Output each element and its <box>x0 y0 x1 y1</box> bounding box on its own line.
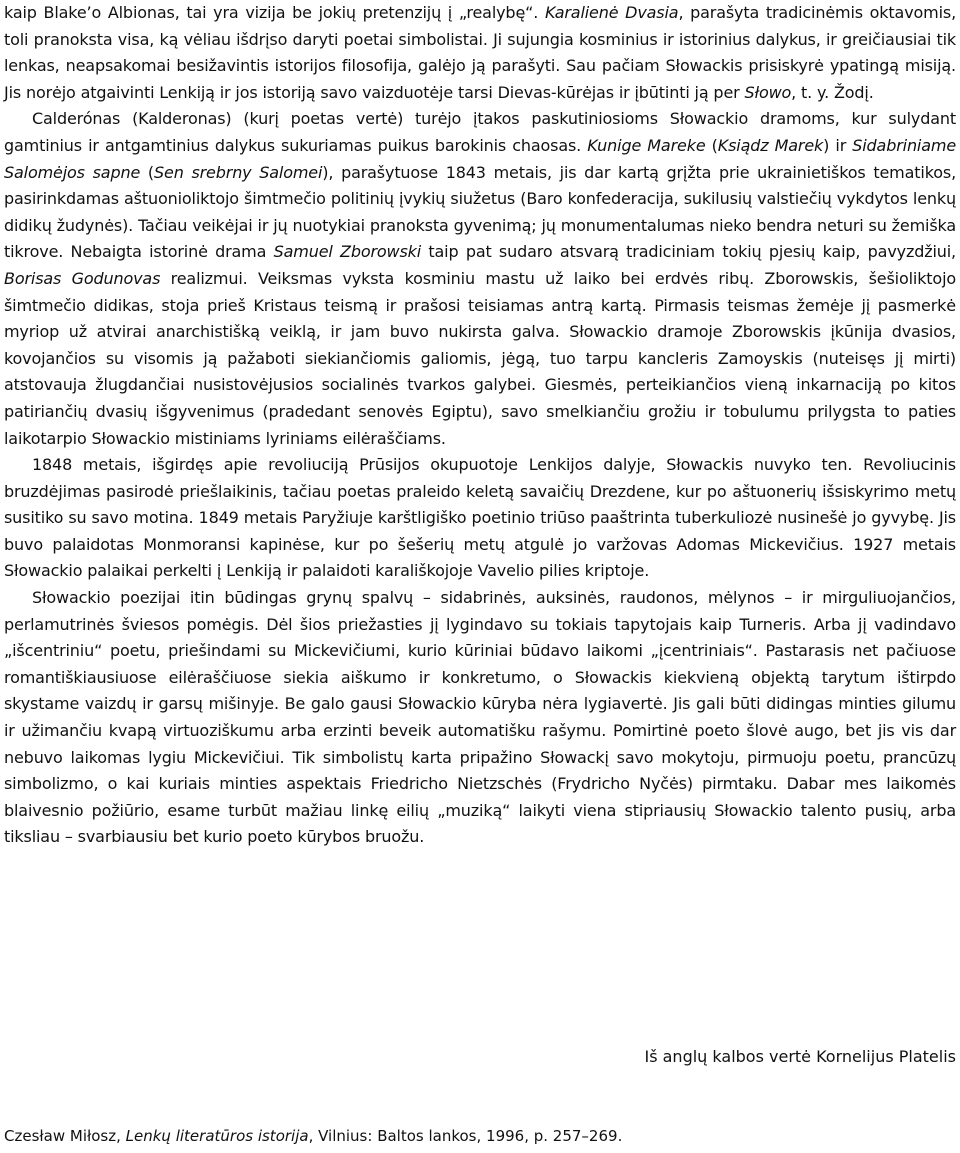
paragraph-text: kaip Blake’o Albionas, tai yra vizija be jokių pretenzijų į „realybę“. <box>4 3 545 22</box>
citation-author: Czesław Miłosz, <box>4 1127 126 1145</box>
paragraph-text: ) ir <box>823 135 853 155</box>
italic-title-text: Sen srebrny Salomei <box>154 162 323 182</box>
paragraph-2 <box>4 106 956 452</box>
italic-title-text: Słowo <box>744 82 792 102</box>
italic-title-text: Karalienė Dvasia <box>544 3 679 22</box>
citation-publication: , Vilnius: Baltos lankos, 1996, p. 257–269. <box>308 1127 623 1145</box>
paragraph-text: 1848 metais, išgirdęs apie revoliuciją Prūsijos okupuotoje Lenkijos dalyje, Słowackis nuvyko ten. Revoliucinis bruzdėjimas pasirodė priešlaikinis, tačiau poetas praleido keletą savaičių Drezdene, kur po aštuonerių išsiskyrimo metų susitiko su savo motina. 1849 metais Paryžiuje karštligiško poetinio triūso paaštrinta tuberkuliozė nusinešė jo gyvybę. Jis buvo palaidotas Monmoransi kapinėse, kur po šešerių metų atgulė jo varžovas Adomas Mickevičius. 1927 metais Słowackio palaikai perkelti į Lenkiją ir palaidoti karališkojoje Vavelio pilies kriptoje. <box>4 455 956 581</box>
paragraph-text: , parašyta tradicinėmis oktavomis, toli pranoksta visa, ką vėliau išdrįso daryti poetai simbolistai. Ji sujungia kosminius ir istorinius dalykus, ir greičiausiai tik lenkas, neapsakomai besižavintis istorijos filosofija, galėjo ją parašyti. Sau pačiam Słowackis prisiskyrė ypatingą misiją. Jis norėjo atgaivinti Lenkiją ir jos istoriją savo vaizduotėje tarsi Dievas-kūrėjas ir įbūtinti ją per <box>4 3 957 102</box>
paragraph-1 <box>4 0 956 106</box>
paragraph-text: Słowackio poezijai itin būdingas grynų spalvų – sidabrinės, auksinės, raudonos, mėlynos – ir mirguliuojančios, perlamutrinės šviesos pomėgis. Dėl šios priežasties jį lygindavo su tokiais tapytojais kaip Turneris. Arba jį vadindavo „išcentriniu“ poetu, priešindami su Mickevičiumi, kurio kūriniai būdavo laikomi „įcentriniais“. Pastarasis net pačiuose romantiškiausiuose eilėraščiuose siekia aiškumo ir konkretumo, o Słowackis kiekvieną objektą tarytum ištirpdo skystame vaizdų ir garsų mišinyje. Be galo gausi Słowackio kūryba nėra lygiavertė. Jis gali būti didingas minties gilumu ir užimančiu kvapą virtuoziškumu arba erzinti beveik automatišku rašymu. Pomirtinė poeto šlovė augo, bet jis vis dar nebuvo laikomas lygiu Mickevičiui. Tik simbolistų karta pripažino Słowackį savo mokytoju, pirmuoju poetu, prancūzų simbolizmo, o kai kuriais minties aspektais Friedricho Nietzschės (Frydricho Nyčės) pirmtaku. Dabar mes laikomės blaivesnio požiūrio, esame turbūt mažiau linkę eilių „muziką“ laikyti viena stipriausių Słowackio talento pusių, arba tiksliau – svarbiausiu bet kurio poeto kūrybos bruožu. <box>4 588 956 847</box>
paragraph-text: taip pat sudaro atsvarą tradiciniam tokių pjesių kaip, pavyzdžiui, <box>421 242 956 262</box>
paragraph-text: ), parašytuose 1843 metais, jis dar kartą grįžta prie ukrainietiškos tematikos, pasirinkdamas aštuonioliktojo šimtmečio politinių įvykių siužetus (Baro konfederacija, sukilusių valstiečių vykdytos lenkų didikų žudynės). Tačiau veikėjai ir jų nuotykiai pranoksta gyvenimą; jų monumentalumas nieko bendra neturi su žemiška tikrove. Nebaigta istorinė drama <box>4 162 956 262</box>
paragraph-text: ( <box>140 162 154 182</box>
article-body <box>4 0 956 851</box>
paragraph-text: Calderónas (Kalderonas) (kurį poetas vertė) turėjo įtakos paskutiniosioms Słowackio dramoms, kur sulydant gamtinius ir antgamtinius dalykus sukuriamas puikus barokinis chaosas. <box>4 109 956 155</box>
paragraph-3 <box>4 452 956 585</box>
italic-title-text: Kunige Mareke <box>587 135 706 155</box>
italic-title-text: Borisas Godunovas <box>4 268 161 288</box>
italic-title-text: Ksiądz Marek <box>717 135 824 155</box>
paragraph-text: realizmui. Veiksmas vyksta kosminiu mastu už laiko bei erdvės ribų. Zborowskis, šešioliktojo šimtmečio didikas, stoja prieš Kristaus teismą ir prašosi teisiamas antrą kartą. Pirmasis teismas žemėje jį pasmerkė myriop už atvirai anarchistišką veiklą, ir jam buvo nukirsta galva. Słowackio dramoje Zborowskis įkūnija dvasios, kovojančios su visomis ją pažaboti siekiančiomis galiomis, jėgą, tuo tarpu kancleris Zamoyskis (nuteisęs jį mirti) atstovauja žlugdančiai nusistovėjusios socialinės tvarkos galybei. Giesmės, perteikiančios vieną inkarnaciją po kitos patiriančių dvasių išgyvenimus (pradedant senovės Egiptu), savo smelkiančiu grožiu ir tobulumu prilygsta to paties laikotarpio Słowackio mistiniams lyriniams eilėraščiams. <box>4 268 957 448</box>
paragraph-4 <box>4 585 956 851</box>
source-citation <box>4 1125 622 1147</box>
paragraph-text: , t. y. Žodį. <box>791 82 874 102</box>
paragraph-text: ( <box>705 135 718 155</box>
italic-title-text: Samuel Zborowski <box>273 242 422 262</box>
translator-credit: Iš anglų kalbos vertė Kornelijus Platelis <box>644 1047 956 1066</box>
italic-title-text: Sidabriniame Salomėjos sapne <box>4 135 957 182</box>
citation-title: Lenkų literatūros istorija <box>125 1127 309 1145</box>
